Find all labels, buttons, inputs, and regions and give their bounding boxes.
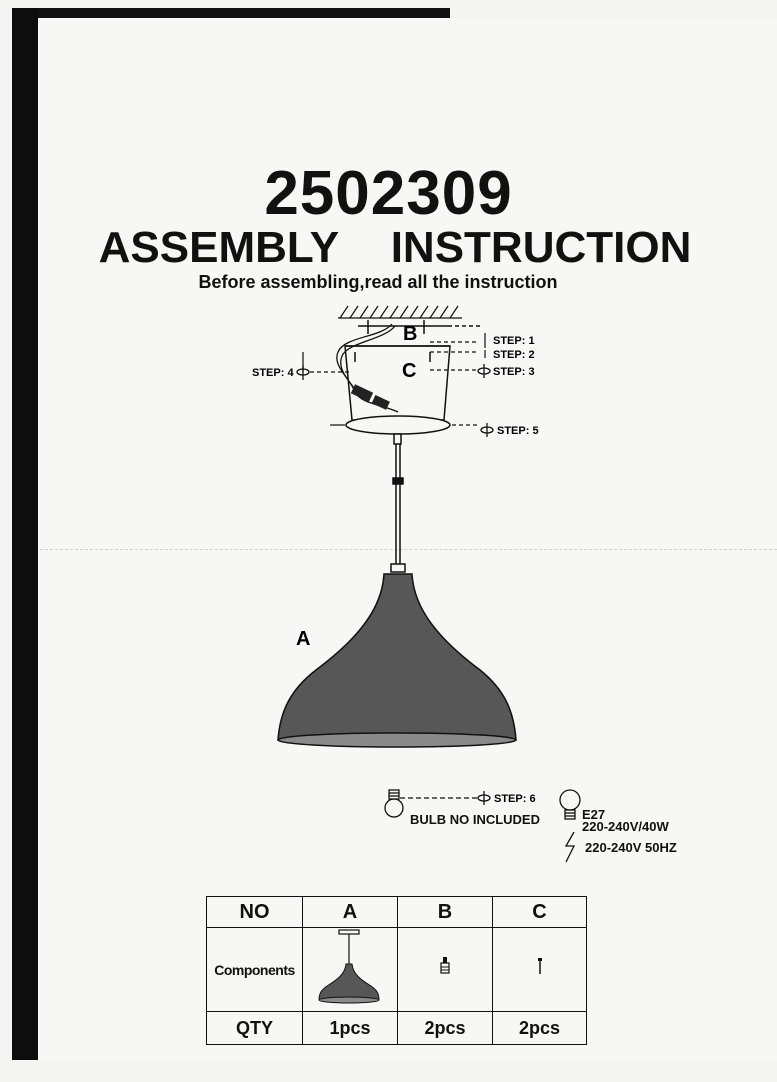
- header-no: NO: [207, 897, 303, 928]
- bulb-not-included-note: BULB NO INCLUDED: [410, 812, 540, 827]
- parts-table: [206, 896, 587, 1045]
- ceiling-hatch: [338, 306, 462, 318]
- anchor-bolt-icon: [435, 955, 455, 979]
- qty-b: 2pcs: [398, 1012, 493, 1045]
- components-row: [207, 928, 587, 1012]
- screw-icon: [533, 956, 547, 978]
- document-title: ASSEMBLY INSTRUCTION: [98, 223, 692, 272]
- bulb-rating-spec: 220-240V/40W: [582, 819, 669, 834]
- step-3-label: STEP: 3: [493, 366, 535, 378]
- step-1-label: STEP: 1: [493, 335, 535, 347]
- step-5-label: STEP: 5: [497, 425, 539, 437]
- step-2-label: STEP: 2: [493, 349, 535, 361]
- step-4-label: STEP: 4: [252, 367, 294, 379]
- header-c: C: [493, 897, 587, 928]
- bulb-icon: [385, 790, 403, 817]
- lamp-thumbnail-icon: [315, 928, 385, 1006]
- qty-c: 2pcs: [493, 1012, 587, 1045]
- component-a-cell: [303, 928, 398, 1012]
- qty-row: [207, 1012, 587, 1045]
- qty-a: 1pcs: [303, 1012, 398, 1045]
- header-a: A: [303, 897, 398, 928]
- bulb-spec-icon: [560, 790, 580, 819]
- bulb-base-spec: E27: [582, 807, 606, 822]
- qty-label: QTY: [207, 1012, 303, 1045]
- supply-voltage-spec: 220-240V 50HZ: [585, 840, 677, 855]
- step-6-label: STEP: 6: [494, 793, 536, 805]
- lamp-shade: [278, 574, 516, 747]
- document-subtitle: Before assembling,read all the instruction: [198, 272, 558, 292]
- parts-table-header: [207, 897, 587, 928]
- component-c-cell: [493, 928, 587, 1012]
- part-label-c: C: [402, 360, 417, 382]
- header-b: B: [398, 897, 493, 928]
- components-label: Components: [207, 928, 303, 1012]
- suspension-rod: [391, 434, 405, 572]
- model-number: 2502309: [264, 159, 513, 228]
- lightning-icon: [566, 832, 574, 862]
- part-label-b: B: [403, 323, 418, 345]
- mounting-bracket: [358, 320, 482, 334]
- component-b-cell: [398, 928, 493, 1012]
- part-label-a: A: [296, 628, 311, 650]
